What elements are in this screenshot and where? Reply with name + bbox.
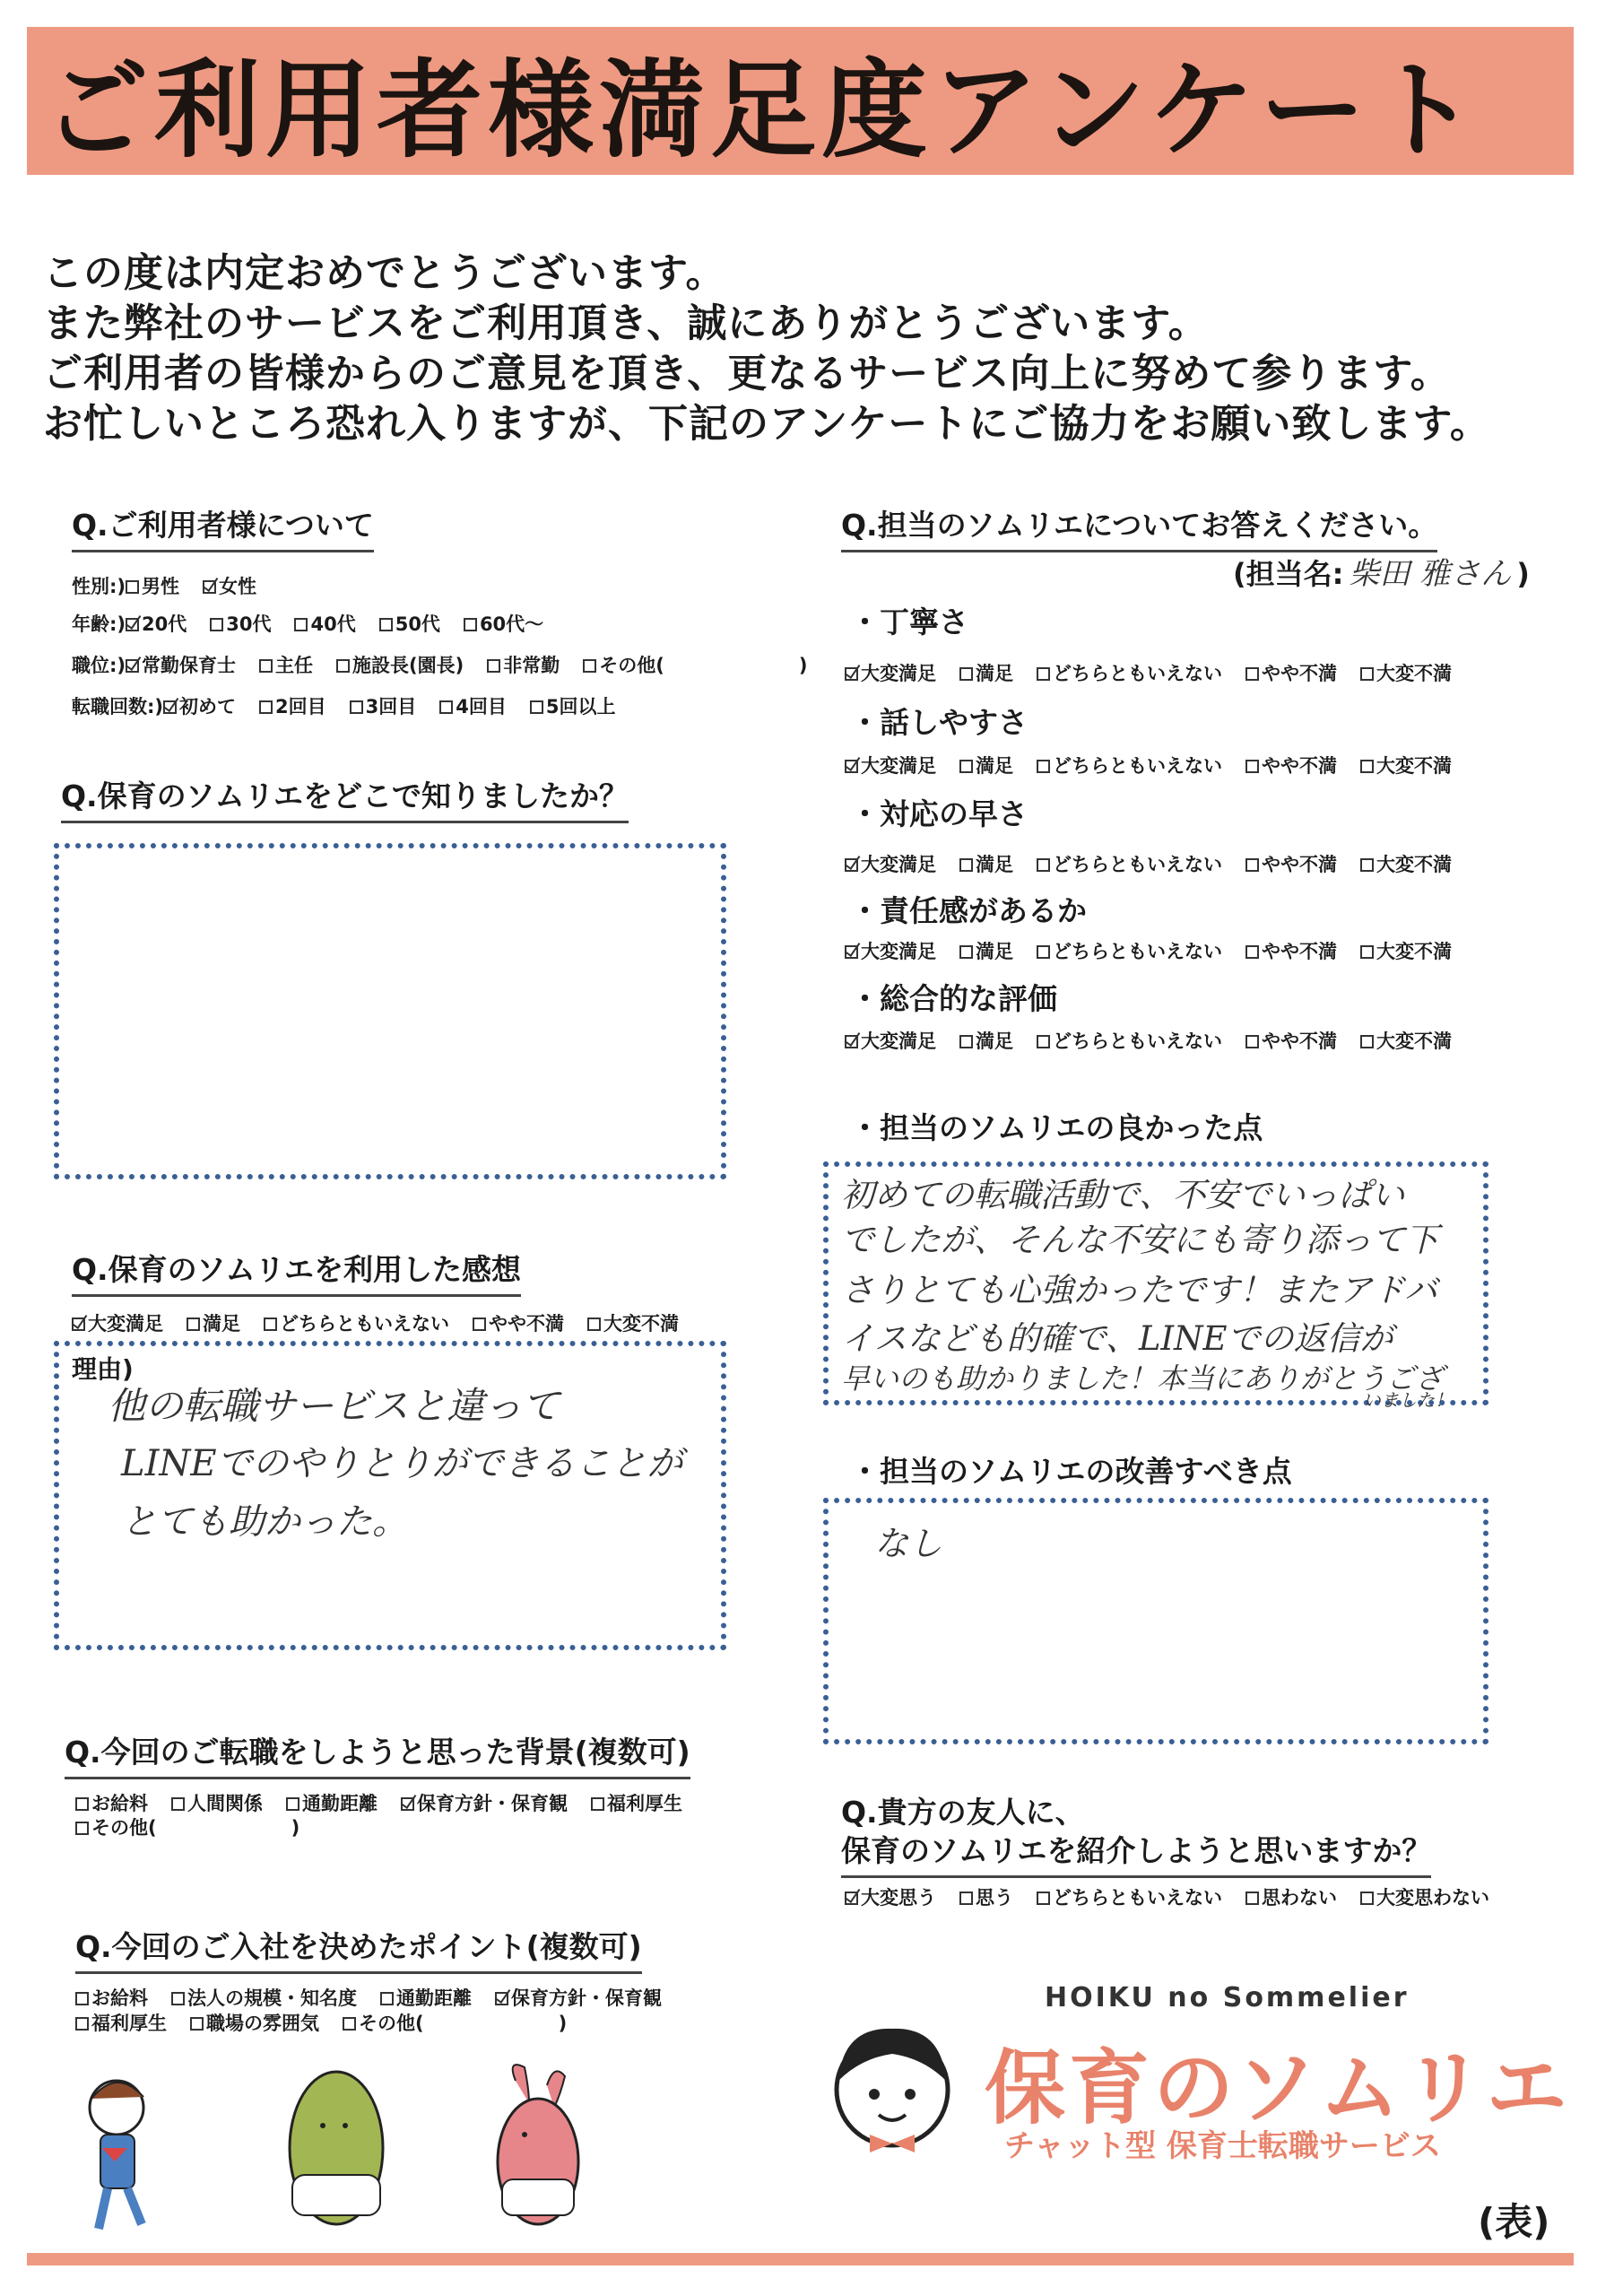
impression-somewhat-dissatisfied[interactable]: やや不満 — [473, 1309, 564, 1336]
politeness-options: 大変満足 満足 どちらともいえない やや不満 大変不満 — [845, 659, 1475, 686]
item-ease-of-talk: ・話しやすさ — [850, 705, 1028, 740]
checkbox[interactable] — [1245, 945, 1259, 959]
checkbox[interactable] — [286, 1797, 299, 1811]
checkbox[interactable] — [530, 700, 543, 714]
checkbox[interactable] — [294, 618, 308, 631]
logo-face-icon — [816, 2018, 968, 2161]
checkbox-checked[interactable] — [845, 760, 858, 773]
checkbox-checked[interactable] — [126, 659, 139, 673]
item-responsiveness: ・対応の早さ — [850, 796, 1028, 831]
checkbox[interactable] — [1245, 858, 1259, 872]
checkbox[interactable] — [587, 1318, 601, 1331]
checkbox[interactable] — [487, 659, 500, 673]
checkbox[interactable] — [126, 580, 139, 594]
impression-very-dissatisfied[interactable]: 大変不満 — [587, 1309, 679, 1336]
page-title: ご利用者様満足度アンケート — [43, 48, 1482, 172]
checkbox[interactable] — [1360, 667, 1374, 681]
good-line-1: 初めての転職活動で、不安でいっぱい — [841, 1176, 1405, 1214]
q-impression-heading: Q.保育のソムリエを利用した感想 — [72, 1247, 521, 1297]
checkbox[interactable] — [380, 1992, 394, 2005]
logo-name: 保育のソムリエ — [985, 2041, 1571, 2135]
improve-points-heading: ・担当のソムリエの改善すべき点 — [850, 1454, 1292, 1489]
position-other[interactable]: その他( ) — [583, 651, 807, 678]
gender-male[interactable]: 男性 — [126, 572, 179, 599]
position-chief[interactable]: 主任 — [259, 651, 313, 678]
background-commute[interactable]: 通勤距離 — [286, 1789, 378, 1816]
decision-salary[interactable]: お給料 — [75, 1984, 148, 2011]
checkbox[interactable] — [959, 667, 973, 681]
responsiveness-options: 大変満足 満足 どちらともいえない やや不満 大変不満 — [845, 850, 1475, 877]
checkbox[interactable] — [1245, 1035, 1259, 1048]
checkbox[interactable] — [1360, 945, 1374, 959]
checkbox[interactable] — [1037, 1892, 1050, 1905]
gender-label: 性別:) — [72, 576, 126, 597]
checkbox-checked[interactable] — [72, 1318, 85, 1331]
decision-atmosphere[interactable]: 職場の雰囲気 — [190, 2009, 319, 2036]
q-source-heading: Q.保育のソムリエをどこで知りましたか？ — [61, 773, 629, 823]
checkbox[interactable] — [190, 2017, 204, 2031]
checkbox[interactable] — [379, 618, 393, 631]
checkbox[interactable] — [959, 945, 973, 959]
good-line-2: でしたが、そんな不安にも寄り添って下 — [841, 1221, 1438, 1259]
checkbox[interactable] — [1037, 858, 1050, 872]
logo-subtitle: チャット型 保育士転職サービス — [1004, 2128, 1441, 2164]
impression-satisfied[interactable]: 満足 — [187, 1309, 240, 1336]
decision-company-size[interactable]: 法人の規模・知名度 — [171, 1984, 357, 2011]
checkbox[interactable] — [464, 618, 477, 631]
position-fulltime[interactable]: 常勤保育士 — [126, 651, 236, 678]
bottom-bar — [27, 2253, 1574, 2266]
impression-neutral[interactable]: どちらともいえない — [264, 1309, 449, 1336]
bean-character-icon — [290, 2072, 383, 2224]
boy-character-icon — [90, 2081, 143, 2229]
checkbox[interactable] — [959, 858, 973, 872]
checkbox[interactable] — [264, 1318, 277, 1331]
staff-name: 柴田 雅さん — [1349, 556, 1512, 592]
responsibility-options: 大変満足 満足 どちらともいえない やや不満 大変不満 — [845, 937, 1475, 964]
good-line-4: イスなども的確で、LINEでの返信が — [841, 1319, 1393, 1358]
jobchange-2[interactable]: 2回目 — [259, 692, 326, 719]
decision-options-row2 — [75, 2009, 590, 2036]
decision-policy[interactable]: 保育方針・保育観 — [495, 1984, 662, 2011]
staff-name-row: (担当名: 柴田 雅さん ) — [1233, 556, 1530, 592]
intro-line-3: ご利用者の皆様からのご意見を頂き、更なるサービス向上に努めて参ります。 — [43, 351, 1451, 396]
intro-line-2: また弊社のサービスをご利用頂き、誠にありがとうございます。 — [43, 300, 1209, 346]
gender-female[interactable]: 女性 — [203, 572, 256, 599]
jobchange-3[interactable]: 3回目 — [350, 692, 417, 719]
checkbox[interactable] — [210, 618, 223, 631]
checkbox[interactable] — [75, 1797, 89, 1811]
checkbox[interactable] — [1245, 760, 1259, 773]
checkbox[interactable] — [336, 659, 350, 673]
checkbox-checked[interactable] — [495, 1992, 508, 2005]
q-recommend-heading-2: 保育のソムリエを紹介しようと思いますか？ — [841, 1828, 1431, 1878]
q-sommelier-heading: Q.担当のソムリエについてお答えください。 — [841, 502, 1437, 552]
age-label: 年齢:) — [72, 613, 126, 635]
checkbox-checked[interactable] — [203, 580, 216, 594]
checkbox-checked[interactable] — [845, 1892, 858, 1905]
position-director[interactable]: 施設長(園長) — [336, 651, 464, 678]
checkbox[interactable] — [959, 1892, 973, 1905]
good-line-5: 早いのも助かりました！本当にありがとうござ — [841, 1361, 1445, 1396]
checkbox[interactable] — [959, 760, 973, 773]
item-overall: ・総合的な評価 — [850, 981, 1057, 1016]
decision-options-row1 — [75, 1984, 685, 2011]
intro-line-1: この度は内定おめでとうございます。 — [43, 250, 726, 296]
age-30s[interactable]: 30代 — [210, 610, 271, 637]
jobchange-5plus[interactable]: 5回以上 — [530, 692, 616, 719]
checkbox[interactable] — [259, 659, 273, 673]
good-points-heading: ・担当のソムリエの良かった点 — [850, 1110, 1263, 1145]
checkbox[interactable] — [1360, 1892, 1374, 1905]
jobchange-4[interactable]: 4回目 — [439, 692, 507, 719]
checkbox[interactable] — [75, 2017, 89, 2031]
jobchange-first[interactable]: 初めて — [163, 692, 236, 719]
recommend-options: 大変思う 思う どちらともいえない 思わない 大変思わない — [845, 1883, 1513, 1910]
checkbox[interactable] — [1037, 667, 1050, 681]
checkbox[interactable] — [187, 1318, 200, 1331]
staff-label: (担当名: — [1233, 557, 1344, 591]
good-line-3: さりとても心強かったです！またアドバ — [841, 1271, 1438, 1309]
overall-options: 大変満足 満足 どちらともいえない やや不満 大変不満 — [845, 1027, 1475, 1054]
checkbox[interactable] — [1245, 667, 1259, 681]
background-options — [75, 1789, 706, 1816]
checkbox[interactable] — [1360, 1035, 1374, 1048]
item-responsibility: ・責任感があるか — [850, 893, 1087, 928]
age-20s[interactable]: 20代 — [126, 610, 187, 637]
rabbit-character-icon — [498, 2065, 578, 2224]
good-line-6: いました！ — [1363, 1389, 1453, 1411]
q-user-heading: Q.ご利用者様について — [72, 502, 374, 552]
position-parttime[interactable]: 非常勤 — [487, 651, 560, 678]
q-background-heading: Q.今回のご転職をしようと思った背景(複数可) — [65, 1729, 690, 1779]
item-politeness: ・丁寧さ — [850, 604, 968, 639]
checkbox[interactable] — [171, 1992, 185, 2005]
age-row — [72, 610, 567, 637]
checkbox[interactable] — [473, 1318, 486, 1331]
checkbox[interactable] — [1037, 1035, 1050, 1048]
decision-benefits[interactable]: 福利厚生 — [75, 2009, 167, 2036]
checkbox[interactable] — [959, 1035, 973, 1048]
checkbox[interactable] — [1245, 1892, 1259, 1905]
checkbox[interactable] — [1037, 760, 1050, 773]
position-row — [72, 651, 807, 678]
position-label: 職位:) — [72, 655, 126, 676]
checkbox-checked[interactable] — [845, 667, 858, 681]
checkbox-checked[interactable] — [163, 700, 177, 714]
improve-text: なし — [874, 1524, 943, 1563]
impression-very-satisfied[interactable]: 大変満足 — [72, 1309, 163, 1336]
page-side-label: (表) — [1478, 2200, 1550, 2244]
ease-of-talk-options: 大変満足 満足 どちらともいえない やや不満 大変不満 — [845, 752, 1475, 778]
source-answer-box[interactable] — [54, 843, 726, 1179]
age-60s[interactable]: 60代～ — [464, 610, 543, 637]
jobchange-row — [72, 692, 639, 719]
reason-line-3: とても助かった。 — [121, 1501, 408, 1543]
background-other[interactable]: その他( ) — [75, 1813, 299, 1840]
age-40s[interactable]: 40代 — [294, 610, 355, 637]
reason-line-2: LINEでのやりとりができることが — [121, 1443, 683, 1484]
checkbox[interactable] — [1360, 760, 1374, 773]
intro-line-4: お忙しいところ恐れ入りますが、下記のアンケートにご協力をお願い致します。 — [43, 401, 1490, 447]
checkbox[interactable] — [1037, 945, 1050, 959]
impression-options — [72, 1309, 702, 1336]
checkbox[interactable] — [343, 2017, 356, 2031]
checkbox[interactable] — [75, 1822, 89, 1835]
checkbox-checked[interactable] — [845, 1035, 858, 1048]
decision-other[interactable]: その他( ) — [343, 2009, 567, 2036]
gender-row — [72, 572, 280, 599]
reason-label: 理由) — [72, 1354, 134, 1384]
checkbox[interactable] — [75, 1992, 89, 2005]
age-50s[interactable]: 50代 — [379, 610, 440, 637]
checkbox-checked[interactable] — [126, 618, 139, 631]
checkbox-checked[interactable] — [845, 858, 858, 872]
q-recommend-heading-1: Q.貴方の友人に、 — [841, 1795, 1085, 1830]
background-policy[interactable]: 保育方針・保育観 — [401, 1789, 568, 1816]
decision-commute[interactable]: 通勤距離 — [380, 1984, 472, 2011]
checkbox-checked[interactable] — [401, 1797, 414, 1811]
q-decision-heading: Q.今回のご入社を決めたポイント(複数可) — [75, 1924, 642, 1974]
checkbox[interactable] — [439, 700, 453, 714]
checkbox[interactable] — [171, 1797, 185, 1811]
checkbox[interactable] — [583, 659, 596, 673]
background-relationships[interactable]: 人間関係 — [171, 1789, 263, 1816]
checkbox[interactable] — [350, 700, 363, 714]
logo-tagline: HOIKU no Sommelier — [1045, 1982, 1410, 2013]
checkbox[interactable] — [591, 1797, 604, 1811]
checkbox[interactable] — [1360, 858, 1374, 872]
reason-line-1: 他の転職サービスと違って — [108, 1384, 560, 1428]
background-benefits[interactable]: 福利厚生 — [591, 1789, 682, 1816]
checkbox-checked[interactable] — [845, 945, 858, 959]
checkbox[interactable] — [259, 700, 273, 714]
characters-illustration — [63, 2063, 637, 2242]
background-salary[interactable]: お給料 — [75, 1789, 148, 1816]
jobchange-label: 転職回数:) — [72, 696, 163, 718]
